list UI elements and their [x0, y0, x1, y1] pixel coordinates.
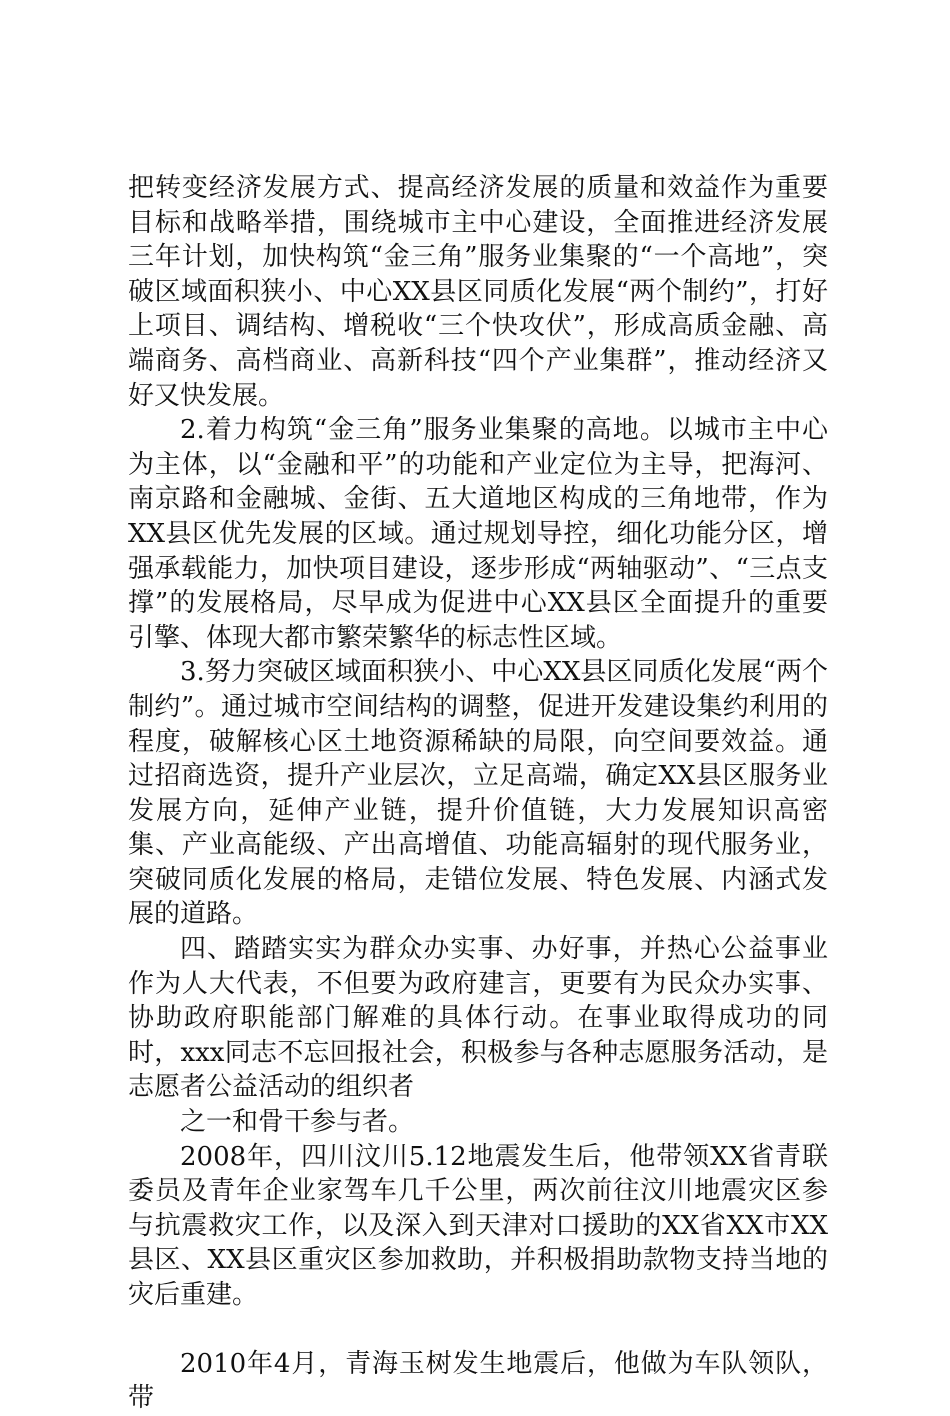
paragraph-two-constraints: 3.努力突破区域面积狭小、中心XX县区同质化发展“两个制约”。通过城市空间结构的调整，促进开发建设集约利用的程度，破解核心区土地资源稀缺的局限，向空间要效益。通过招商选资，提升产业层次，立足高端，确定XX县区服务业发展方向，延伸产业链，提升价值链，大力发展知识高密集、产业高能级、产出高增值、功能高辐射的现代服务业，突破同质化发展的格局，走错位发展、特色发展、内涵式发展的道路。 [128, 657, 828, 930]
paragraph-economic-goals: 把转变经济发展方式、提高经济发展的质量和效益作为重要目标和战略举措，围绕城市主中心建设，全面推进经济发展三年计划，加快构筑“金三角”服务业集聚的“一个高地”，突破区域面积狭小、中心XX县区同质化发展“两个制约”，打好上项目、调结构、增税收“三个快攻伏”，形成高质金融、高端商务、高档商业、高新科技“四个产业集群”，推动经济又好又快发展。 [128, 173, 828, 411]
paragraph-yushu-earthquake: 2010年4月，青海玉树发生地震后，他做为车队领队，带 [128, 1348, 828, 1414]
paragraph-wenchuan-earthquake: 2008年，四川汶川5.12地震发生后，他带领XX省青联委员及青年企业家驾车几千公里，两次前往汶川地震灾区参与抗震救灾工作，以及深入到天津对口援助的XX省XX市XX县区、XX县区重灾区参加救助，并积极捐助款物支持当地的灾后重建。 [128, 1141, 828, 1310]
document-body [128, 171, 828, 1416]
paragraph-gap [128, 1313, 828, 1347]
paragraph-public-welfare: 四、踏踏实实为群众办实事、办好事，并热心公益事业作为人大代表，不但要为政府建言，更要有为民众办实事、协助政府职能部门解难的具体行动。在事业取得成功的同时，xxx同志不忘回报社会，积极参与各种志愿服务活动，是志愿者公益活动的组织者 [128, 934, 828, 1103]
paragraph-golden-triangle: 2.着力构筑“金三角”服务业集聚的高地。以城市主中心为主体，以“金融和平”的功能和产业定位为主导，把海河、南京路和金融城、金街、五大道地区构成的三角地带，作为XX县区优先发展的区域。通过规划导控，细化功能分区，增强承载能力，加快项目建设，逐步形成“两轴驱动”、“三点支撑”的发展格局，尽早成为促进中心XX县区全面提升的重要引擎、体现大都市繁荣繁华的标志性区域。 [128, 415, 828, 653]
paragraph-participant: 之一和骨干参与者。 [180, 1107, 415, 1138]
